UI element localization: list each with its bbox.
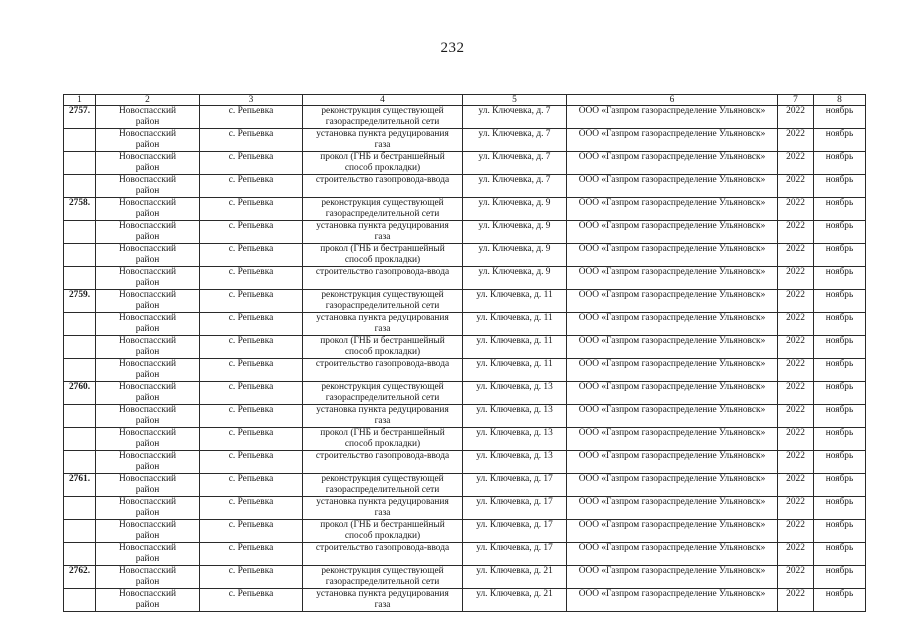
table-header-row xyxy=(64,95,866,106)
row-number: 2758. xyxy=(64,198,96,221)
cell-line: установка пункта редуцирования xyxy=(316,221,449,231)
village-cell: с. Репьевка xyxy=(200,405,303,428)
cell-line: Новоспасский xyxy=(119,336,176,346)
district-cell xyxy=(96,336,200,359)
work-type-cell xyxy=(303,336,463,359)
cell-line: строительство газопровода-ввода xyxy=(315,451,450,461)
cell-line: Новоспасский xyxy=(119,267,176,277)
month-cell: ноябрь xyxy=(814,405,866,428)
organization-cell: ООО «Газпром газораспределение Ульяновск» xyxy=(567,405,778,428)
row-number: 2760. xyxy=(64,382,96,405)
district-cell xyxy=(96,152,200,175)
work-type-cell xyxy=(303,359,463,382)
district-cell xyxy=(96,428,200,451)
address-cell: ул. Ключевка, д. 7 xyxy=(463,152,567,175)
work-type-cell xyxy=(303,589,463,612)
table-body xyxy=(64,106,866,612)
cell-line: район xyxy=(135,209,160,219)
cell-line: район xyxy=(135,255,160,265)
organization-cell: ООО «Газпром газораспределение Ульяновск» xyxy=(567,313,778,336)
cell-line: строительство газопровода-ввода xyxy=(315,267,450,277)
cell-line: район xyxy=(135,416,160,426)
organization-cell: ООО «Газпром газораспределение Ульяновск» xyxy=(567,359,778,382)
village-cell: с. Репьевка xyxy=(200,543,303,566)
work-type-cell xyxy=(303,428,463,451)
cell-line: прокол (ГНБ и бестраншейный xyxy=(320,428,445,438)
work-type-cell xyxy=(303,244,463,267)
village-cell: с. Репьевка xyxy=(200,428,303,451)
row-number xyxy=(64,244,96,267)
cell-line: район xyxy=(135,163,160,173)
village-cell: с. Репьевка xyxy=(200,244,303,267)
cell-line: район xyxy=(135,485,160,495)
table-row xyxy=(64,152,866,175)
cell-line: район xyxy=(135,370,160,380)
month-cell: ноябрь xyxy=(814,543,866,566)
organization-cell: ООО «Газпром газораспределение Ульяновск» xyxy=(567,474,778,497)
work-type-cell xyxy=(303,175,463,198)
organization-cell: ООО «Газпром газораспределение Ульяновск» xyxy=(567,589,778,612)
cell-line: газа xyxy=(374,416,391,426)
cell-line: газораспределительной сети xyxy=(325,209,440,219)
header-cell: 6 xyxy=(567,95,778,106)
year-cell: 2022 xyxy=(778,543,814,566)
cell-line: установка пункта редуцирования xyxy=(316,313,449,323)
district-cell xyxy=(96,290,200,313)
cell-line: газораспределительной сети xyxy=(325,577,440,587)
cell-line: прокол (ГНБ и бестраншейный xyxy=(320,520,445,530)
month-cell: ноябрь xyxy=(814,428,866,451)
year-cell: 2022 xyxy=(778,336,814,359)
address-cell: ул. Ключевка, д. 9 xyxy=(463,198,567,221)
year-cell: 2022 xyxy=(778,359,814,382)
organization-cell: ООО «Газпром газораспределение Ульяновск» xyxy=(567,497,778,520)
cell-line: Новоспасский xyxy=(119,244,176,254)
organization-cell: ООО «Газпром газораспределение Ульяновск» xyxy=(567,290,778,313)
month-cell: ноябрь xyxy=(814,175,866,198)
cell-line: район xyxy=(135,600,160,610)
address-cell: ул. Ключевка, д. 21 xyxy=(463,566,567,589)
cell-line: газа xyxy=(374,508,391,518)
cell-line: установка пункта редуцирования xyxy=(316,589,449,599)
cell-line: прокол (ГНБ и бестраншейный xyxy=(320,152,445,162)
cell-line: район xyxy=(135,301,160,311)
cell-line: район xyxy=(135,324,160,334)
organization-cell: ООО «Газпром газораспределение Ульяновск» xyxy=(567,221,778,244)
work-type-cell xyxy=(303,221,463,244)
row-number xyxy=(64,175,96,198)
cell-line: район xyxy=(135,140,160,150)
cell-line: Новоспасский xyxy=(119,221,176,231)
address-cell: ул. Ключевка, д. 21 xyxy=(463,589,567,612)
organization-cell: ООО «Газпром газораспределение Ульяновск» xyxy=(567,451,778,474)
header-cell: 1 xyxy=(64,95,96,106)
header-cell: 8 xyxy=(814,95,866,106)
cell-line: газа xyxy=(374,140,391,150)
district-cell xyxy=(96,129,200,152)
page-number: 232 xyxy=(440,40,465,56)
organization-cell: ООО «Газпром газораспределение Ульяновск» xyxy=(567,244,778,267)
row-number xyxy=(64,267,96,290)
row-number: 2761. xyxy=(64,474,96,497)
year-cell: 2022 xyxy=(778,405,814,428)
district-cell xyxy=(96,267,200,290)
district-cell xyxy=(96,451,200,474)
work-type-cell xyxy=(303,451,463,474)
year-cell: 2022 xyxy=(778,474,814,497)
organization-cell: ООО «Газпром газораспределение Ульяновск» xyxy=(567,152,778,175)
row-number xyxy=(64,451,96,474)
year-cell: 2022 xyxy=(778,198,814,221)
header-cell: 5 xyxy=(463,95,567,106)
month-cell: ноябрь xyxy=(814,244,866,267)
cell-line: район xyxy=(135,577,160,587)
cell-line: Новоспасский xyxy=(119,428,176,438)
village-cell: с. Репьевка xyxy=(200,290,303,313)
objects-table xyxy=(63,94,866,612)
district-cell xyxy=(96,244,200,267)
table-row xyxy=(64,106,866,129)
cell-line: район xyxy=(135,462,160,472)
cell-line: район xyxy=(135,347,160,357)
work-type-cell xyxy=(303,497,463,520)
cell-line: реконструкция существующей xyxy=(321,474,444,484)
year-cell: 2022 xyxy=(778,566,814,589)
month-cell: ноябрь xyxy=(814,336,866,359)
cell-line: район xyxy=(135,117,160,127)
village-cell: с. Репьевка xyxy=(200,589,303,612)
work-type-cell xyxy=(303,198,463,221)
address-cell: ул. Ключевка, д. 7 xyxy=(463,175,567,198)
organization-cell: ООО «Газпром газораспределение Ульяновск» xyxy=(567,267,778,290)
organization-cell: ООО «Газпром газораспределение Ульяновск» xyxy=(567,129,778,152)
address-cell: ул. Ключевка, д. 9 xyxy=(463,244,567,267)
cell-line: установка пункта редуцирования xyxy=(316,129,449,139)
cell-line: способ прокладки) xyxy=(344,531,421,541)
district-cell xyxy=(96,520,200,543)
cell-line: район xyxy=(135,278,160,288)
village-cell: с. Репьевка xyxy=(200,566,303,589)
year-cell: 2022 xyxy=(778,589,814,612)
month-cell: ноябрь xyxy=(814,129,866,152)
month-cell: ноябрь xyxy=(814,474,866,497)
year-cell: 2022 xyxy=(778,451,814,474)
organization-cell: ООО «Газпром газораспределение Ульяновск» xyxy=(567,566,778,589)
row-number xyxy=(64,129,96,152)
address-cell: ул. Ключевка, д. 17 xyxy=(463,520,567,543)
district-cell xyxy=(96,359,200,382)
district-cell xyxy=(96,589,200,612)
cell-line: Новоспасский xyxy=(119,359,176,369)
table-row xyxy=(64,313,866,336)
cell-line: способ прокладки) xyxy=(344,255,421,265)
table-row xyxy=(64,543,866,566)
address-cell: ул. Ключевка, д. 13 xyxy=(463,428,567,451)
month-cell: ноябрь xyxy=(814,451,866,474)
cell-line: реконструкция существующей xyxy=(321,566,444,576)
cell-line: Новоспасский xyxy=(119,198,176,208)
year-cell: 2022 xyxy=(778,290,814,313)
cell-line: район xyxy=(135,439,160,449)
village-cell: с. Репьевка xyxy=(200,198,303,221)
cell-line: район xyxy=(135,508,160,518)
cell-line: район xyxy=(135,531,160,541)
village-cell: с. Репьевка xyxy=(200,359,303,382)
row-number xyxy=(64,359,96,382)
table-row xyxy=(64,428,866,451)
table-row xyxy=(64,589,866,612)
address-cell: ул. Ключевка, д. 11 xyxy=(463,336,567,359)
cell-line: Новоспасский xyxy=(119,175,176,185)
cell-line: реконструкция существующей xyxy=(321,106,444,116)
district-cell xyxy=(96,474,200,497)
cell-line: строительство газопровода-ввода xyxy=(315,175,450,185)
work-type-cell xyxy=(303,566,463,589)
cell-line: Новоспасский xyxy=(119,451,176,461)
district-cell xyxy=(96,497,200,520)
address-cell: ул. Ключевка, д. 17 xyxy=(463,497,567,520)
cell-line: Новоспасский xyxy=(119,152,176,162)
row-number xyxy=(64,497,96,520)
cell-line: способ прокладки) xyxy=(344,347,421,357)
cell-line: Новоспасский xyxy=(119,129,176,139)
work-type-cell xyxy=(303,313,463,336)
address-cell: ул. Ключевка, д. 11 xyxy=(463,313,567,336)
month-cell: ноябрь xyxy=(814,589,866,612)
table-row xyxy=(64,290,866,313)
organization-cell: ООО «Газпром газораспределение Ульяновск» xyxy=(567,175,778,198)
row-number xyxy=(64,589,96,612)
table-row xyxy=(64,267,866,290)
work-type-cell xyxy=(303,152,463,175)
header-cell: 3 xyxy=(200,95,303,106)
organization-cell: ООО «Газпром газораспределение Ульяновск» xyxy=(567,543,778,566)
work-type-cell xyxy=(303,474,463,497)
district-cell xyxy=(96,313,200,336)
address-cell: ул. Ключевка, д. 13 xyxy=(463,382,567,405)
row-number xyxy=(64,405,96,428)
cell-line: Новоспасский xyxy=(119,589,176,599)
month-cell: ноябрь xyxy=(814,359,866,382)
address-cell: ул. Ключевка, д. 7 xyxy=(463,106,567,129)
cell-line: Новоспасский xyxy=(119,520,176,530)
year-cell: 2022 xyxy=(778,244,814,267)
cell-line: район xyxy=(135,393,160,403)
cell-line: район xyxy=(135,554,160,564)
cell-line: реконструкция существующей xyxy=(321,290,444,300)
cell-line: Новоспасский xyxy=(119,290,176,300)
work-type-cell xyxy=(303,543,463,566)
cell-line: способ прокладки) xyxy=(344,163,421,173)
cell-line: Новоспасский xyxy=(119,543,176,553)
village-cell: с. Репьевка xyxy=(200,313,303,336)
cell-line: газораспределительной сети xyxy=(325,485,440,495)
cell-line: Новоспасский xyxy=(119,106,176,116)
organization-cell: ООО «Газпром газораспределение Ульяновск» xyxy=(567,382,778,405)
table-row xyxy=(64,221,866,244)
district-cell xyxy=(96,175,200,198)
cell-line: газораспределительной сети xyxy=(325,393,440,403)
month-cell: ноябрь xyxy=(814,290,866,313)
address-cell: ул. Ключевка, д. 17 xyxy=(463,543,567,566)
address-cell: ул. Ключевка, д. 17 xyxy=(463,474,567,497)
organization-cell: ООО «Газпром газораспределение Ульяновск» xyxy=(567,106,778,129)
month-cell: ноябрь xyxy=(814,382,866,405)
row-number xyxy=(64,313,96,336)
table-row xyxy=(64,451,866,474)
cell-line: установка пункта редуцирования xyxy=(316,405,449,415)
village-cell: с. Репьевка xyxy=(200,129,303,152)
village-cell: с. Репьевка xyxy=(200,451,303,474)
cell-line: район xyxy=(135,232,160,242)
month-cell: ноябрь xyxy=(814,520,866,543)
month-cell: ноябрь xyxy=(814,497,866,520)
year-cell: 2022 xyxy=(778,520,814,543)
village-cell: с. Репьевка xyxy=(200,382,303,405)
address-cell: ул. Ключевка, д. 9 xyxy=(463,221,567,244)
village-cell: с. Репьевка xyxy=(200,267,303,290)
cell-line: Новоспасский xyxy=(119,313,176,323)
row-number xyxy=(64,221,96,244)
address-cell: ул. Ключевка, д. 13 xyxy=(463,451,567,474)
row-number: 2759. xyxy=(64,290,96,313)
district-cell xyxy=(96,198,200,221)
cell-line: прокол (ГНБ и бестраншейный xyxy=(320,244,445,254)
village-cell: с. Репьевка xyxy=(200,221,303,244)
header-cell: 2 xyxy=(96,95,200,106)
month-cell: ноябрь xyxy=(814,313,866,336)
row-number xyxy=(64,152,96,175)
year-cell: 2022 xyxy=(778,497,814,520)
cell-line: газораспределительной сети xyxy=(325,117,440,127)
table-row xyxy=(64,336,866,359)
cell-line: район xyxy=(135,186,160,196)
organization-cell: ООО «Газпром газораспределение Ульяновск» xyxy=(567,520,778,543)
row-number xyxy=(64,428,96,451)
cell-line: Новоспасский xyxy=(119,405,176,415)
cell-line: газа xyxy=(374,324,391,334)
row-number xyxy=(64,520,96,543)
address-cell: ул. Ключевка, д. 7 xyxy=(463,129,567,152)
organization-cell: ООО «Газпром газораспределение Ульяновск» xyxy=(567,336,778,359)
district-cell xyxy=(96,221,200,244)
cell-line: Новоспасский xyxy=(119,474,176,484)
address-cell: ул. Ключевка, д. 13 xyxy=(463,405,567,428)
year-cell: 2022 xyxy=(778,221,814,244)
row-number: 2762. xyxy=(64,566,96,589)
table-row xyxy=(64,520,866,543)
cell-line: Новоспасский xyxy=(119,566,176,576)
year-cell: 2022 xyxy=(778,428,814,451)
table-row xyxy=(64,244,866,267)
table-row xyxy=(64,497,866,520)
work-type-cell xyxy=(303,405,463,428)
district-cell xyxy=(96,106,200,129)
year-cell: 2022 xyxy=(778,313,814,336)
cell-line: реконструкция существующей xyxy=(321,198,444,208)
village-cell: с. Репьевка xyxy=(200,152,303,175)
cell-line: установка пункта редуцирования xyxy=(316,497,449,507)
month-cell: ноябрь xyxy=(814,566,866,589)
village-cell: с. Репьевка xyxy=(200,497,303,520)
village-cell: с. Репьевка xyxy=(200,175,303,198)
year-cell: 2022 xyxy=(778,382,814,405)
cell-line: Новоспасский xyxy=(119,497,176,507)
row-number xyxy=(64,336,96,359)
organization-cell: ООО «Газпром газораспределение Ульяновск» xyxy=(567,428,778,451)
work-type-cell xyxy=(303,520,463,543)
cell-line: прокол (ГНБ и бестраншейный xyxy=(320,336,445,346)
header-cell: 7 xyxy=(778,95,814,106)
cell-line: реконструкция существующей xyxy=(321,382,444,392)
work-type-cell xyxy=(303,129,463,152)
table-row xyxy=(64,129,866,152)
header-cell: 4 xyxy=(303,95,463,106)
table-row xyxy=(64,198,866,221)
year-cell: 2022 xyxy=(778,106,814,129)
cell-line: газа xyxy=(374,232,391,242)
table-row xyxy=(64,359,866,382)
month-cell: ноябрь xyxy=(814,198,866,221)
cell-line: строительство газопровода-ввода xyxy=(315,359,450,369)
month-cell: ноябрь xyxy=(814,152,866,175)
year-cell: 2022 xyxy=(778,267,814,290)
cell-line: строительство газопровода-ввода xyxy=(315,543,450,553)
village-cell: с. Репьевка xyxy=(200,474,303,497)
month-cell: ноябрь xyxy=(814,106,866,129)
village-cell: с. Репьевка xyxy=(200,106,303,129)
work-type-cell xyxy=(303,267,463,290)
cell-line: газораспределительной сети xyxy=(325,301,440,311)
cell-line: способ прокладки) xyxy=(344,439,421,449)
cell-line: газа xyxy=(374,600,391,610)
year-cell: 2022 xyxy=(778,129,814,152)
year-cell: 2022 xyxy=(778,175,814,198)
address-cell: ул. Ключевка, д. 11 xyxy=(463,359,567,382)
table-row xyxy=(64,382,866,405)
work-type-cell xyxy=(303,290,463,313)
row-number xyxy=(64,543,96,566)
village-cell: с. Репьевка xyxy=(200,336,303,359)
year-cell: 2022 xyxy=(778,152,814,175)
district-cell xyxy=(96,543,200,566)
district-cell xyxy=(96,382,200,405)
table-row xyxy=(64,175,866,198)
address-cell: ул. Ключевка, д. 11 xyxy=(463,290,567,313)
table-row xyxy=(64,566,866,589)
month-cell: ноябрь xyxy=(814,267,866,290)
month-cell: ноябрь xyxy=(814,221,866,244)
work-type-cell xyxy=(303,382,463,405)
organization-cell: ООО «Газпром газораспределение Ульяновск» xyxy=(567,198,778,221)
table-row xyxy=(64,405,866,428)
village-cell: с. Репьевка xyxy=(200,520,303,543)
address-cell: ул. Ключевка, д. 9 xyxy=(463,267,567,290)
work-type-cell xyxy=(303,106,463,129)
district-cell xyxy=(96,405,200,428)
table-row xyxy=(64,474,866,497)
cell-line: Новоспасский xyxy=(119,382,176,392)
district-cell xyxy=(96,566,200,589)
row-number: 2757. xyxy=(64,106,96,129)
